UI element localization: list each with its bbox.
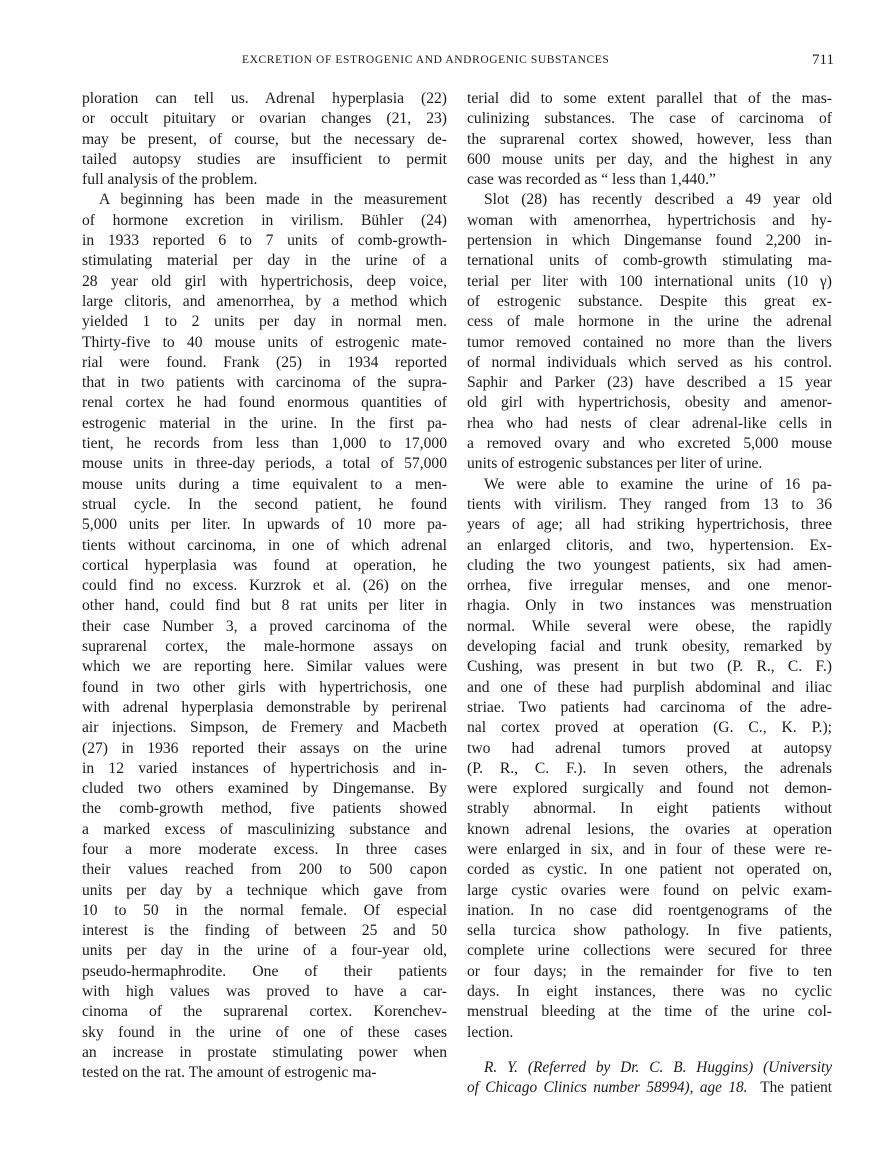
case-heading-end: of Chicago Clinics number 58994), age 18. xyxy=(467,1079,748,1097)
text-line: Saphir and Parker (23) have described a 15 year xyxy=(467,374,832,392)
text-line: striae. Two patients had carcinoma of the adre- xyxy=(467,698,832,716)
text-line: cortical hyperplasia was found at operation, he xyxy=(82,556,447,574)
text-line: large clitoris, and amenorrhea, by a method which xyxy=(82,292,447,310)
text-line: the suprarenal cortex showed, however, less than xyxy=(467,130,832,148)
text-line: tients without carcinoma, in one of which adrenal xyxy=(82,536,447,554)
text-line: (P. R., C. F.). In seven others, the adrenals xyxy=(467,759,832,777)
text-line: four a more moderate excess. In three cases xyxy=(82,840,447,858)
text-line: large cystic ovaries were found on pelvic exam- xyxy=(467,881,832,899)
running-title: EXCRETION OF ESTROGENIC AND ANDROGENIC SUBSTANCES xyxy=(242,54,610,66)
text-line: of estrogenic substance. Despite this great ex- xyxy=(467,292,832,310)
text-line: which we are reporting here. Similar values were xyxy=(82,658,447,676)
text-line: interest is the finding of between 25 and 50 xyxy=(82,922,447,940)
case-report-line xyxy=(467,1078,832,1098)
text-line: tients with virilism. They ranged from 13 to 36 xyxy=(467,495,832,513)
text-line: other hand, could find but 8 rat units per liter in xyxy=(82,597,447,615)
text-line: cluding the two youngest patients, six had amen- xyxy=(467,556,832,574)
text-line: mouse units during a time equivalent to a men- xyxy=(82,475,447,493)
text-line: 28 year old girl with hypertrichosis, deep voice, xyxy=(82,272,447,290)
text-line: full analysis of the problem. xyxy=(82,171,258,189)
text-line: cess of male hormone in the urine the adrenal xyxy=(467,313,832,331)
text-line: or four days; in the remainder for five to ten xyxy=(467,962,832,980)
text-line: tient, he records from less than 1,000 to 17,000 xyxy=(82,435,447,453)
text-line: may be present, of course, but the necessary de- xyxy=(82,130,447,148)
text-line: ination. In no case did roentgenograms of the xyxy=(467,901,832,919)
text-line: found in two other girls with hypertrichosis, one xyxy=(82,678,447,696)
text-line: suprarenal cortex, the male-hormone assays on xyxy=(82,638,447,656)
text-line: old girl with hypertrichosis, obesity and amenor- xyxy=(467,394,832,412)
text-line: tumor removed contained no more than the livers xyxy=(467,333,832,351)
text-line: cluded two others examined by Dingemanse. By xyxy=(82,780,447,798)
text-line: their case Number 3, a proved carcinoma of the xyxy=(82,617,447,635)
text-line: air injections. Simpson, de Fremery and Macbeth xyxy=(82,719,447,737)
running-head xyxy=(82,52,834,72)
text-line: in 12 varied instances of hypertrichosis and in- xyxy=(82,759,447,777)
text-line: pertension in which Dingemanse found 2,200 in- xyxy=(467,232,832,250)
text-line: woman with amenorrhea, hypertrichosis and hy- xyxy=(467,211,832,229)
text-line: nal cortex proved at operation (G. C., K. P.); xyxy=(467,719,832,737)
text-line: yielded 1 to 2 units per day in normal men. xyxy=(82,313,447,331)
text-line: corded as cystic. In one patient not operated on, xyxy=(467,861,832,879)
text-line: 10 to 50 in the normal female. Of especial xyxy=(82,901,447,919)
text-line: that in two patients with carcinoma of the supra- xyxy=(82,374,447,392)
text-line: normal. While several were obese, the rapidly xyxy=(467,617,832,635)
text-line: known adrenal lesions, the ovaries at operation xyxy=(467,820,832,838)
text-line: terial did to some extent parallel that of the mas- xyxy=(467,90,832,107)
text-line: units per day in the urine of a four-year old, xyxy=(82,942,447,960)
text-line: 600 mouse units per day, and the highest in any xyxy=(467,150,832,168)
text-line: mouse units in three-day periods, a total of 57,000 xyxy=(82,455,447,473)
text-line: a marked excess of masculinizing substance and xyxy=(82,820,447,838)
text-line: were explored surgically and found not demon- xyxy=(467,780,832,798)
text-line: units of estrogenic substances per liter of urine. xyxy=(467,455,763,473)
text-line: ternational units of comb-growth stimulating ma- xyxy=(467,252,832,270)
text-line: could find no excess. Kurzrok et al. (26) on the xyxy=(82,577,447,595)
text-line: tailed autopsy studies are insufficient to permit xyxy=(82,150,447,168)
text-line: pseudo-hermaphrodite. One of their patients xyxy=(82,962,447,980)
page-number: 711 xyxy=(812,52,834,68)
text-line: strual cycle. In the second patient, he found xyxy=(82,495,447,513)
case-heading: R. Y. (Referred by Dr. C. B. Huggins) xyxy=(484,1059,754,1076)
text-line: complete urine collections were secured for three xyxy=(467,942,832,960)
text-line: rhagia. Only in two instances was menstruation xyxy=(467,597,832,615)
text-line: a removed ovary and who excreted 5,000 mouse xyxy=(467,435,832,453)
text-line: 5,000 units per liter. In upwards of 10 more pa- xyxy=(82,516,447,534)
text-line: stimulating material per day in the urine of a xyxy=(82,252,447,270)
left-column xyxy=(82,89,447,1084)
text-line: and one of these had purplish abdominal and iliac xyxy=(467,678,832,696)
text-line: Thirty-five to 40 mouse units of estrogenic mate- xyxy=(82,333,447,351)
text-line: days. In eight instances, there was no cyclic xyxy=(467,983,832,1001)
text-line: were enlarged in six, and in four of these were re- xyxy=(467,840,832,858)
text-line: We were able to examine the urine of 16 pa- xyxy=(484,475,832,493)
text-line: Slot (28) has recently described a 49 year old xyxy=(484,191,832,209)
text-line: tested on the rat. The amount of estrogenic ma- xyxy=(82,1064,377,1082)
text-line: an increase in prostate stimulating power when xyxy=(82,1043,447,1061)
text-line: years of age; all had striking hypertrichosis, three xyxy=(467,516,832,534)
text-line: A beginning has been made in the measurement xyxy=(99,191,447,209)
text-line: the comb-growth method, five patients showed xyxy=(82,800,447,818)
text-line: their values reached from 200 to 500 capon xyxy=(82,861,447,879)
text-line: sella turcica show pathology. In five patients, xyxy=(467,922,832,940)
case-report-line xyxy=(467,1058,832,1078)
text-line: renal cortex he had found enormous quantities of xyxy=(82,394,447,412)
text-line: rhea who had nests of clear adrenal-like cells in xyxy=(467,414,832,432)
text-line: (27) in 1936 reported their assays on the urine xyxy=(82,739,447,757)
text-line: case was recorded as “ less than 1,440.” xyxy=(467,171,716,189)
case-report-paragraph xyxy=(467,1058,832,1099)
text-line: units per day by a technique which gave from xyxy=(82,881,447,899)
text-line: developing facial and trunk obesity, remarked by xyxy=(467,638,832,656)
right-column xyxy=(467,89,832,1043)
text-line: an enlarged clitoris, and two, hypertension. Ex- xyxy=(467,536,832,554)
text-line: culinizing substances. The case of carcinoma of xyxy=(467,110,832,128)
text-line: rial were found. Frank (25) in 1934 reported xyxy=(82,353,447,371)
text-line: in 1933 reported 6 to 7 units of comb-growth- xyxy=(82,232,447,250)
text-line: of normal individuals which served as his control. xyxy=(467,353,832,371)
text-line: with adrenal hyperplasia demonstrable by perirenal xyxy=(82,698,447,716)
text-line: lection. xyxy=(467,1023,514,1041)
text-line: of hormone excretion in virilism. Bühler (24) xyxy=(82,211,447,229)
case-text: The patient xyxy=(760,1079,833,1097)
case-heading-cont: (University xyxy=(763,1059,832,1076)
text-line: with high values was proved to have a car- xyxy=(82,983,447,1001)
text-line: Cushing, was present in but two (P. R., C. F.) xyxy=(467,658,832,676)
text-line: strably abnormal. In eight patients without xyxy=(467,800,832,818)
text-line: terial per liter with 100 international units (10 γ) xyxy=(467,272,832,290)
text-line: estrogenic material in the urine. In the first pa- xyxy=(82,414,447,432)
text-line: menstrual bleeding at the time of the urine col- xyxy=(467,1003,832,1021)
text-line: sky found in the urine of one of these cases xyxy=(82,1023,447,1041)
text-line: ploration can tell us. Adrenal hyperplasia (22) xyxy=(82,90,447,107)
text-line: or occult pituitary or ovarian changes (21, 23) xyxy=(82,110,447,128)
text-line: two had adrenal tumors proved at autopsy xyxy=(467,739,832,757)
text-line: orrhea, five irregular menses, and one menor- xyxy=(467,577,832,595)
text-line: cinoma of the suprarenal cortex. Korenchev- xyxy=(82,1003,447,1021)
